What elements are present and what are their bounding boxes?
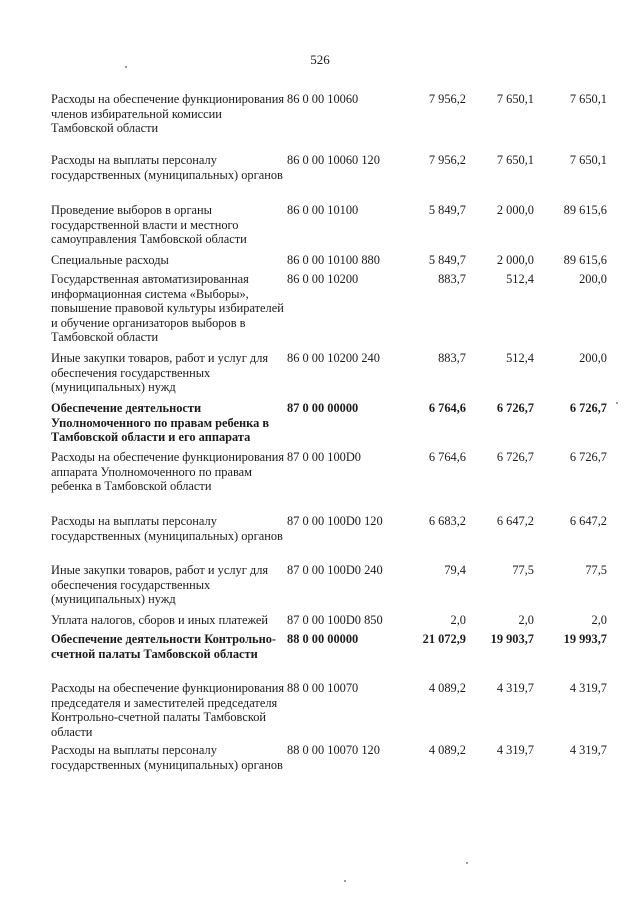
row-value-3: 19 993,7 bbox=[563, 632, 607, 646]
row-value-3: 200,0 bbox=[579, 272, 607, 286]
scan-speck bbox=[616, 402, 618, 404]
row-name: Иные закупки товаров, работ и услуг для обеспечения государственных (муниципальных) нужд bbox=[51, 351, 269, 395]
row-name: Обеспечение деятельности Контрольно-счетной палаты Тамбовской области bbox=[51, 632, 277, 661]
row-value-2: 6 726,7 bbox=[496, 401, 534, 415]
row-value-1: 7 956,2 bbox=[428, 153, 466, 167]
row-code: 87 0 00 00000 bbox=[287, 401, 359, 415]
row-name: Расходы на обеспечение функционирования аппарата Уполномоченного по правам ребенка в Тамбовской области bbox=[51, 450, 285, 494]
row-value-2: 6 647,2 bbox=[496, 514, 534, 528]
row-name: Иные закупки товаров, работ и услуг для обеспечения государственных (муниципальных) нужд bbox=[51, 563, 269, 607]
row-name: Расходы на выплаты персоналу государственных (муниципальных) органов bbox=[51, 153, 283, 182]
row-value-1: 21 072,9 bbox=[422, 632, 466, 646]
row-code: 88 0 00 10070 bbox=[287, 681, 359, 695]
row-value-2: 19 903,7 bbox=[490, 632, 534, 646]
row-value-1: 4 089,2 bbox=[428, 681, 466, 695]
row-code: 86 0 00 10100 bbox=[287, 203, 359, 217]
row-value-3: 6 726,7 bbox=[569, 401, 607, 415]
row-code: 88 0 00 00000 bbox=[287, 632, 359, 646]
row-value-2: 2,0 bbox=[518, 613, 534, 627]
row-value-2: 6 726,7 bbox=[496, 450, 534, 464]
row-value-3: 77,5 bbox=[585, 563, 607, 577]
row-name: Обеспечение деятельности Уполномоченного по правам ребенка в Тамбовской области и его аппарата bbox=[51, 401, 270, 445]
row-value-2: 7 650,1 bbox=[496, 153, 534, 167]
row-value-1: 4 089,2 bbox=[428, 743, 466, 757]
row-code: 87 0 00 100D0 120 bbox=[287, 514, 383, 528]
row-code: 86 0 00 10200 bbox=[287, 272, 359, 286]
row-value-2: 77,5 bbox=[512, 563, 534, 577]
row-value-3: 2,0 bbox=[591, 613, 607, 627]
scan-speck bbox=[344, 880, 346, 882]
row-value-2: 2 000,0 bbox=[496, 203, 534, 217]
row-value-3: 89 615,6 bbox=[563, 203, 607, 217]
row-value-1: 883,7 bbox=[438, 272, 466, 286]
row-code: 87 0 00 100D0 bbox=[287, 450, 361, 464]
row-value-1: 6 764,6 bbox=[428, 450, 466, 464]
row-value-3: 6 647,2 bbox=[569, 514, 607, 528]
row-value-3: 6 726,7 bbox=[569, 450, 607, 464]
row-value-2: 512,4 bbox=[506, 351, 534, 365]
row-value-1: 79,4 bbox=[444, 563, 466, 577]
row-code: 88 0 00 10070 120 bbox=[287, 743, 380, 757]
row-code: 87 0 00 100D0 850 bbox=[287, 613, 383, 627]
row-code: 86 0 00 10060 bbox=[287, 92, 359, 106]
page-number: 526 bbox=[310, 52, 330, 67]
row-value-1: 6 764,6 bbox=[428, 401, 466, 415]
row-value-3: 7 650,1 bbox=[569, 92, 607, 106]
row-value-1: 2,0 bbox=[450, 613, 466, 627]
scan-speck bbox=[125, 66, 127, 68]
row-code: 86 0 00 10100 880 bbox=[287, 253, 380, 267]
row-value-3: 89 615,6 bbox=[563, 253, 607, 267]
row-name: Расходы на выплаты персоналу государственных (муниципальных) органов bbox=[51, 743, 283, 772]
row-value-1: 6 683,2 bbox=[428, 514, 466, 528]
row-name: Проведение выборов в органы государственной власти и местного самоуправления Тамбовской области bbox=[51, 203, 247, 247]
row-value-2: 4 319,7 bbox=[496, 681, 534, 695]
row-name: Уплата налогов, сборов и иных платежей bbox=[51, 613, 269, 627]
row-value-1: 7 956,2 bbox=[428, 92, 466, 106]
row-value-3: 4 319,7 bbox=[569, 743, 607, 757]
row-name: Государственная автоматизированная информационная система «Выборы», повышение правовой культуры избирателей и обучение организаторов выборов в Тамбовской области bbox=[51, 272, 284, 345]
row-value-1: 5 849,7 bbox=[428, 203, 466, 217]
row-code: 86 0 00 10060 120 bbox=[287, 153, 380, 167]
row-value-3: 4 319,7 bbox=[569, 681, 607, 695]
row-value-3: 200,0 bbox=[579, 351, 607, 365]
row-value-2: 512,4 bbox=[506, 272, 534, 286]
row-value-2: 4 319,7 bbox=[496, 743, 534, 757]
row-name: Специальные расходы bbox=[51, 253, 169, 267]
row-code: 86 0 00 10200 240 bbox=[287, 351, 380, 365]
row-name: Расходы на обеспечение функционирования членов избирательной комиссии Тамбовской области bbox=[51, 92, 285, 136]
row-value-3: 7 650,1 bbox=[569, 153, 607, 167]
row-name: Расходы на выплаты персоналу государственных (муниципальных) органов bbox=[51, 514, 283, 543]
row-value-2: 7 650,1 bbox=[496, 92, 534, 106]
row-value-1: 883,7 bbox=[438, 351, 466, 365]
row-code: 87 0 00 100D0 240 bbox=[287, 563, 383, 577]
scan-speck bbox=[466, 862, 468, 864]
row-value-2: 2 000,0 bbox=[496, 253, 534, 267]
row-name: Расходы на обеспечение функционирования председателя и заместителей председателя Контрольно-счетной палаты Тамбовской области bbox=[51, 681, 285, 739]
row-value-1: 5 849,7 bbox=[428, 253, 466, 267]
